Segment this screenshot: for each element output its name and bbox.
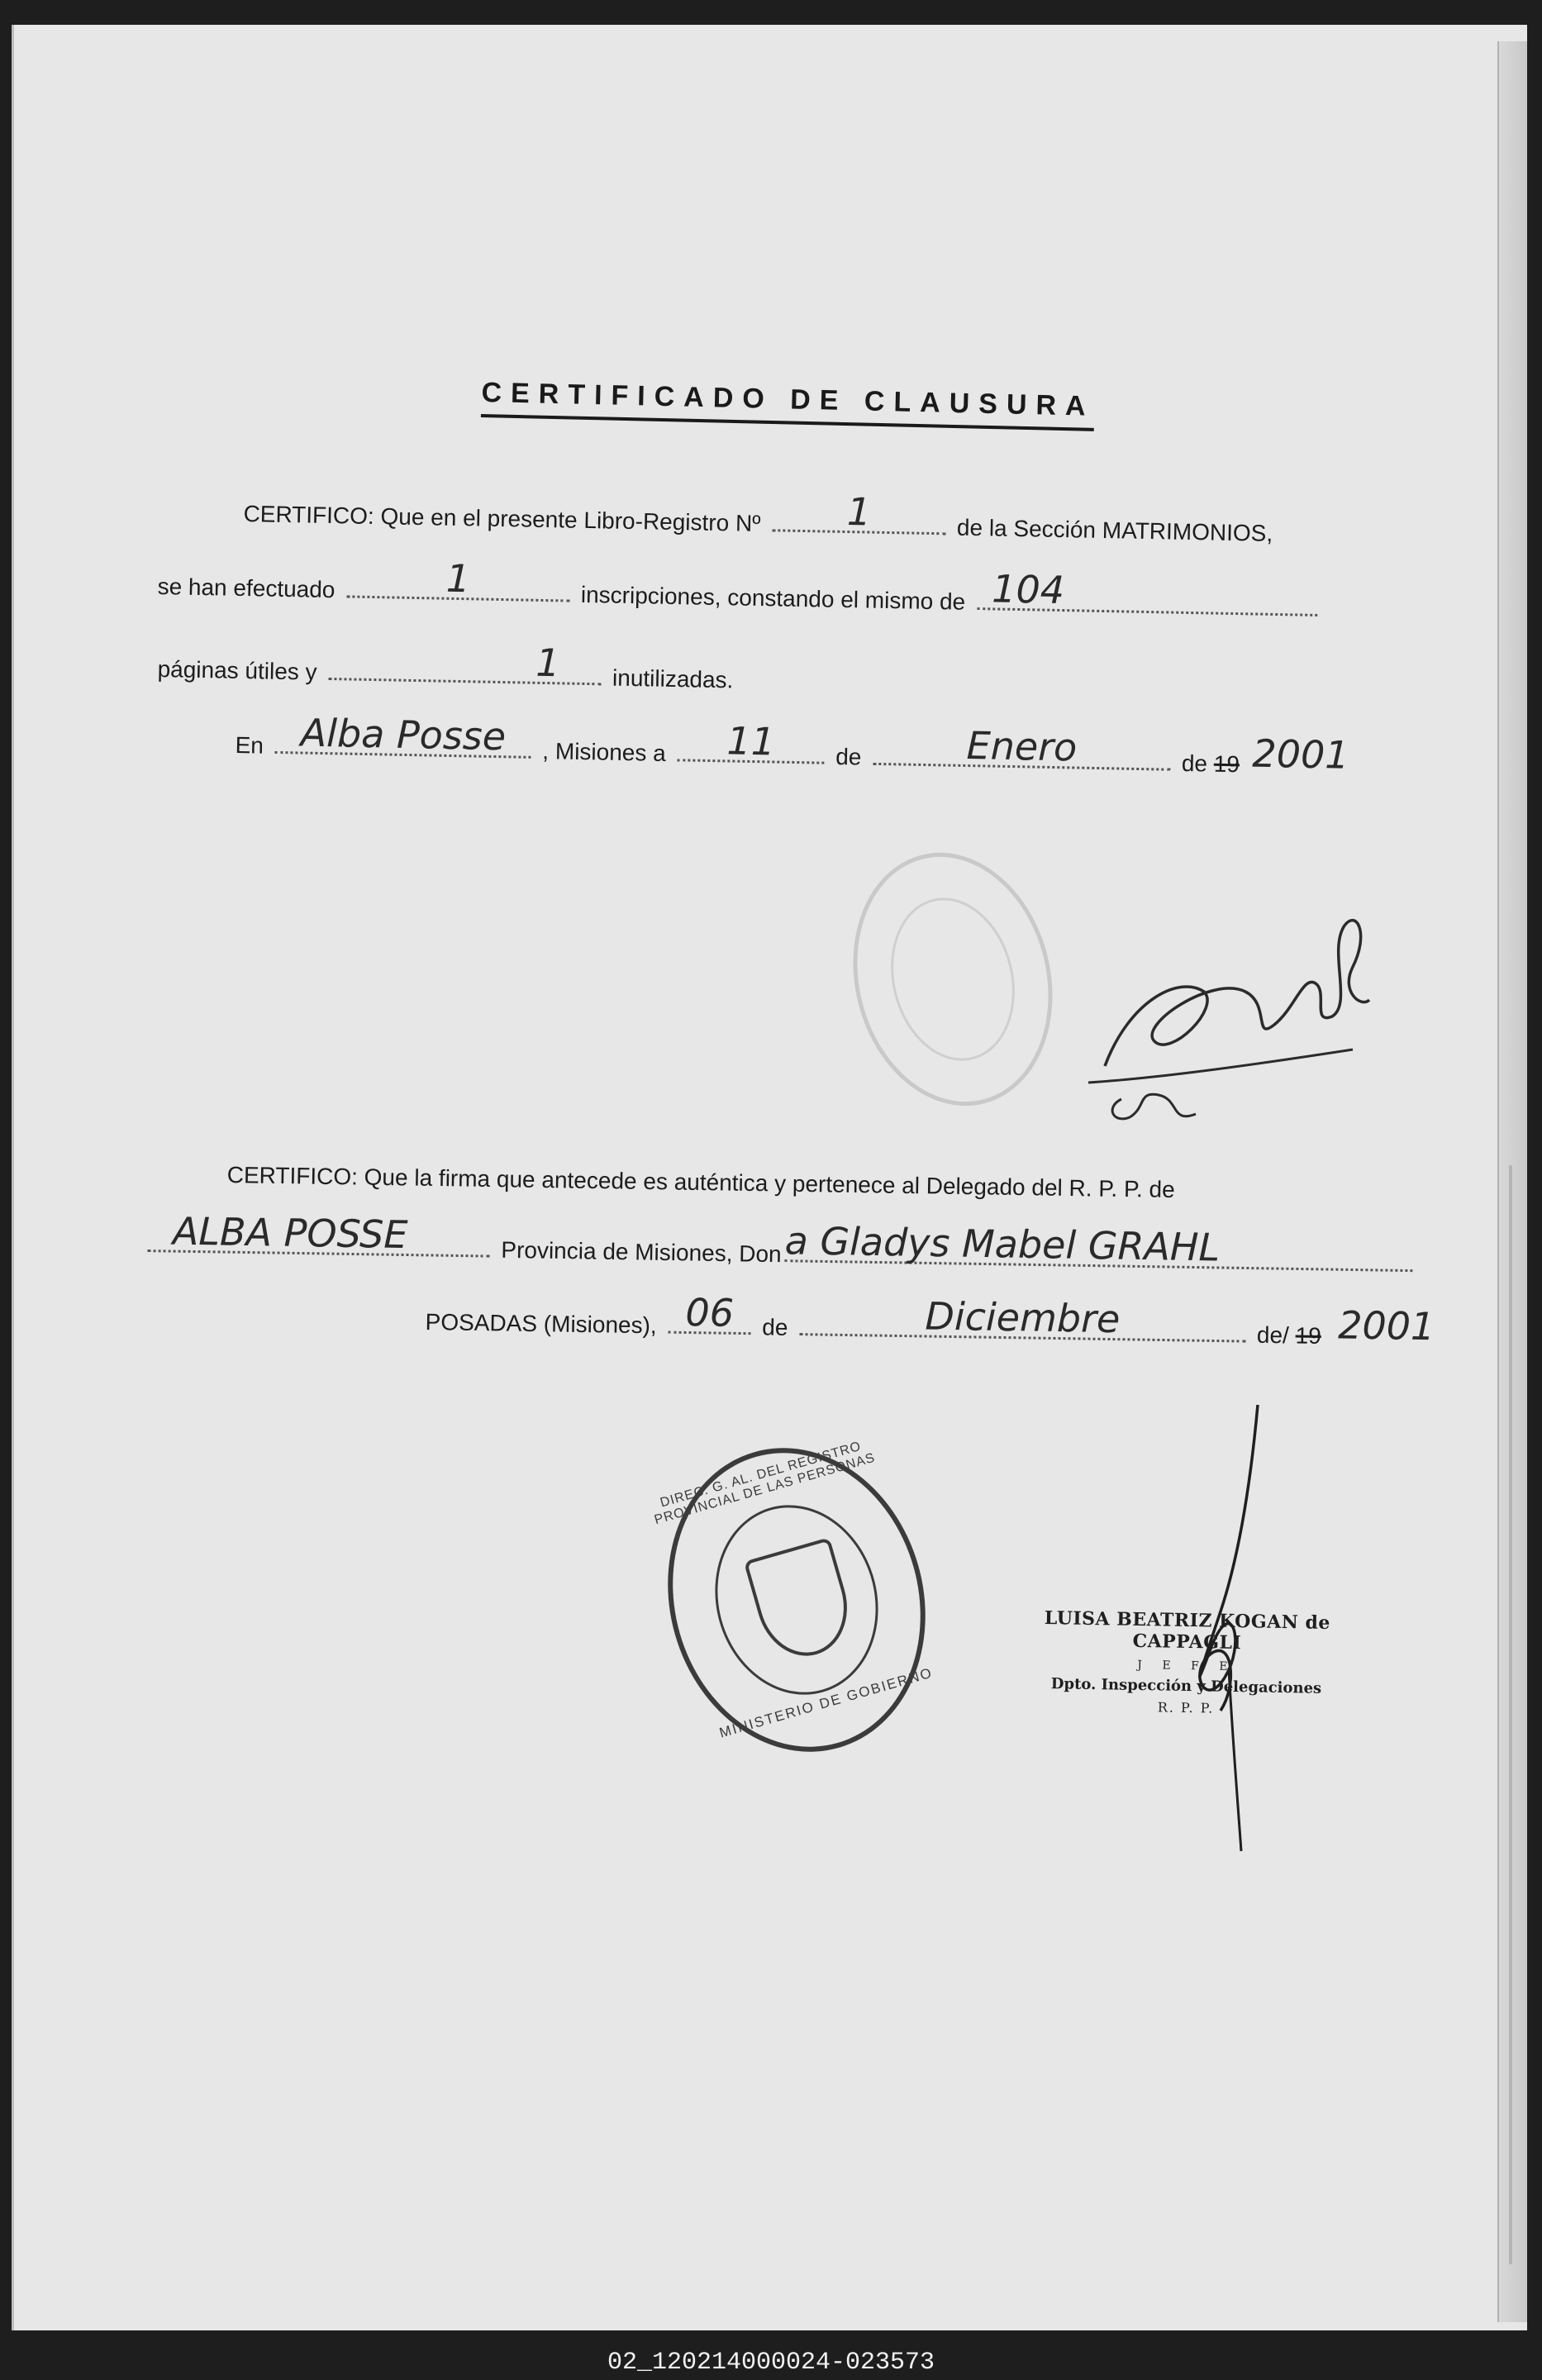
lugar-field <box>274 710 531 759</box>
paginas-handwritten: 104 <box>991 566 1065 613</box>
official-department: Dpto. Inspección y Delegaciones <box>1050 1675 1322 1697</box>
delegado-field <box>784 1218 1412 1272</box>
de-label-1: de <box>835 743 862 770</box>
provincia-label: Provincia de Misiones, Don <box>501 1236 782 1268</box>
de-label-4: de/ <box>1256 1321 1290 1349</box>
libro-number-handwritten: 1 <box>846 489 872 535</box>
document-title: CERTIFICADO DE CLAUSURA <box>481 377 1095 431</box>
official-organization: R. P. P. <box>1157 1699 1215 1716</box>
dia-handwritten: 11 <box>726 718 776 764</box>
faint-seal-inner <box>874 884 1031 1073</box>
line-inscripciones <box>157 555 1322 622</box>
document-page <box>12 25 1527 2330</box>
en-label: En <box>235 731 264 759</box>
page-edge-line <box>1509 1165 1512 2264</box>
posadas-label: POSADAS (Misiones), <box>425 1308 657 1339</box>
delegacion-field <box>148 1208 490 1258</box>
official-seal-stamp <box>633 1417 961 1783</box>
seccion-label: de la Sección MATRIMONIOS, <box>956 514 1273 546</box>
de-label-3: de <box>762 1314 788 1340</box>
registrar-signature <box>1080 901 1378 1132</box>
inscripciones-field <box>346 555 570 602</box>
anio2-handwritten: 2001 <box>1337 1302 1435 1349</box>
anio-field <box>1251 731 1350 778</box>
anio-handwritten: 2001 <box>1251 731 1350 778</box>
mes-handwritten: Enero <box>966 722 1078 770</box>
inutilizadas-handwritten: 1 <box>535 640 561 686</box>
line-certifico-firma <box>226 1162 1174 1203</box>
misiones-label: , Misiones a <box>542 738 667 766</box>
dia-field <box>677 718 825 764</box>
struck-year-prefix-2: 19 <box>1295 1322 1322 1349</box>
page-edge <box>1497 41 1527 2322</box>
certifico-firma-text: CERTIFICO: Que la firma que antecede es auténtica y pertenece al Delegado del R. P. P. de <box>226 1162 1175 1203</box>
inutilizadas-field <box>328 640 601 686</box>
struck-year-prefix: 19 <box>1213 750 1240 778</box>
dia2-field <box>668 1289 750 1335</box>
faint-seal-stamp <box>827 831 1078 1127</box>
inutilizadas-suffix: inutilizadas. <box>612 664 734 693</box>
line-delegado <box>142 1208 1417 1278</box>
paginas-field <box>977 566 1317 616</box>
line-libro-registro <box>243 489 1273 547</box>
line-paginas <box>157 640 734 693</box>
seal-inner-text: MINISTERIO DE GOBIERNO <box>717 1664 935 1741</box>
line-posadas <box>425 1289 1444 1351</box>
seal-outer-text: DIREC. G. AL. DEL REGISTRO PROVINCIAL DE LAS PERSONAS <box>653 1439 878 1528</box>
delegado-handwritten: a Gladys Mabel GRAHL <box>784 1218 1221 1270</box>
official-name: LUISA BEATRIZ KOGAN de CAPPAGLI <box>1044 1606 1331 1654</box>
dia2-handwritten: 06 <box>685 1289 735 1335</box>
mes-field <box>873 722 1170 771</box>
inscripciones-prefix: se han efectuado <box>157 573 336 603</box>
libro-label: CERTIFICO: Que en el presente Libro-Registro Nº <box>243 500 761 537</box>
anio2-field <box>1332 1302 1440 1349</box>
official-title: J E F E <box>1137 1658 1236 1674</box>
document-id-footer: 02_120214000024-023573 <box>607 2349 935 2377</box>
inscripciones-handwritten: 1 <box>445 555 471 602</box>
paginas-prefix: páginas útiles y <box>157 655 317 685</box>
inscripciones-mid: inscripciones, constando el mismo de <box>580 581 966 615</box>
mes2-handwritten: Diciembre <box>925 1293 1121 1342</box>
lugar-handwritten: Alba Posse <box>300 710 507 759</box>
mes2-field <box>799 1293 1245 1342</box>
libro-field <box>772 489 946 535</box>
delegacion-handwritten: ALBA POSSE <box>172 1208 408 1258</box>
line-fecha-clausura <box>235 710 1355 780</box>
official-signature-block <box>1000 1606 1373 1719</box>
de-label-2: de <box>1181 750 1208 777</box>
